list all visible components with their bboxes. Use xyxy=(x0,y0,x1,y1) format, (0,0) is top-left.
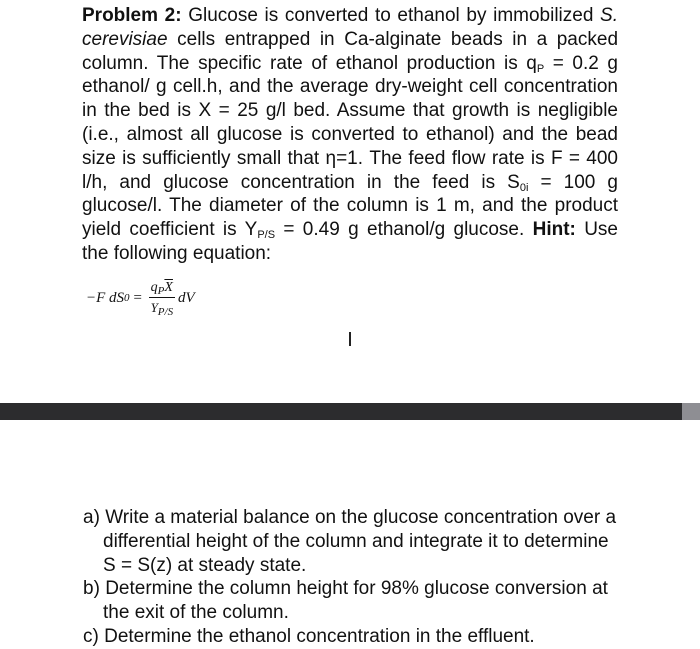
question-label: a) xyxy=(83,507,100,528)
separator-bar-end xyxy=(682,403,700,420)
fraction-denominator xyxy=(151,298,174,316)
equation-fraction xyxy=(149,280,175,316)
text-cursor xyxy=(349,332,351,346)
numerator-q-subscript: P xyxy=(157,285,165,297)
organism-name: S. cerevisiae xyxy=(82,5,618,50)
numerator-q: q xyxy=(150,280,158,295)
separator-bar xyxy=(0,403,700,420)
denominator-subscript: P/S xyxy=(157,306,174,318)
problem-text-5: = 0.49 g ethanol/g glucose. xyxy=(275,219,525,241)
equation-equals: = xyxy=(132,289,143,306)
hint-label: Hint: xyxy=(532,219,576,241)
problem-statement xyxy=(82,4,618,266)
problem-text-4: = 100 g glucose/l. The diameter of the column is 1 m, and the product yield coefficient is Y xyxy=(82,171,618,241)
numerator-xbar: $\overline{X}$ xyxy=(164,280,173,295)
question-item xyxy=(83,577,623,625)
problem-text-3: = 0.2 g ethanol/ g cell.h, and the average dry-weight cell concentration in the bed is X = 25 g/l bed. Assume that growth is negligible (i.e., almost all glucose is converted to ethanol) and the bead size is sufficiently small that η=1. The feed flow rate is F = 400 l/h, and glucose concentration in the feed is S xyxy=(82,52,618,193)
s0i-subscript: 0i xyxy=(519,181,529,194)
question-item xyxy=(83,506,623,577)
question-text: Determine the ethanol concentration in the effluent. xyxy=(104,625,535,647)
question-label: b) xyxy=(83,578,100,600)
fraction-numerator xyxy=(149,280,175,298)
question-item xyxy=(83,625,623,649)
question-text: Determine the column height for 98% glucose conversion at the exit of the column. xyxy=(103,578,608,624)
problem-label: Problem 2: xyxy=(82,5,182,26)
yps-subscript: P/S xyxy=(257,229,276,242)
denominator-y: Y xyxy=(150,300,158,315)
qp-subscript: P xyxy=(536,62,545,75)
design-equation: −F dS 0 = $\frac{q_P\overline{X}}{Y_{P/S}}$ dV xyxy=(86,280,195,318)
hint-text: Use the following equation: xyxy=(82,219,618,264)
problem-text-1: Glucose is converted to ethanol by immobilized xyxy=(188,5,594,26)
question-list xyxy=(83,506,623,649)
equation-lhs: −F dS xyxy=(86,289,125,306)
question-text: Write a material balance on the glucose concentration over a differential height of the column and integrate it to determine S = S(z) at steady state. xyxy=(103,507,617,576)
equation-dv: dV xyxy=(177,289,195,306)
question-label: c) xyxy=(83,625,99,647)
problem-text-2: cells entrapped in Ca-alginate beads in a packed column. The specific rate of ethanol production is q xyxy=(82,28,619,74)
